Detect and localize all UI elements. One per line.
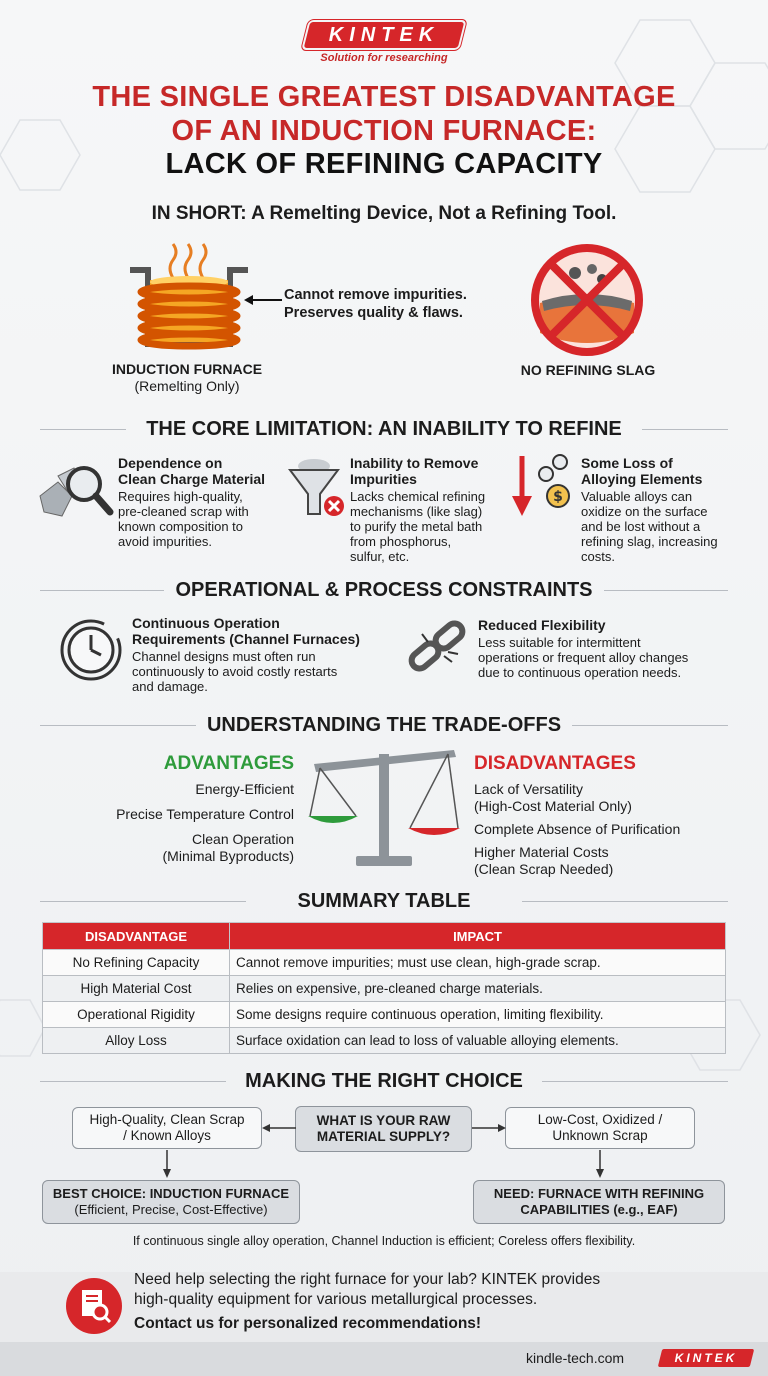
document-search-icon [64, 1276, 124, 1336]
flow-option-low-cost-scrap: Low-Cost, Oxidized / Unknown Scrap [505, 1107, 695, 1149]
table-row [43, 1002, 726, 1028]
advantages-heading: ADVANTAGES [163, 753, 294, 774]
website-link[interactable]: kindle-tech.com [526, 1350, 625, 1366]
table-cell: Alloy Loss [43, 1028, 230, 1054]
table-cell: Relies on expensive, pre-cleaned charge materials. [230, 976, 726, 1002]
title-line-3: LACK OF REFINING CAPACITY [165, 148, 603, 180]
title-line-1: THE SINGLE GREATEST DISADVANTAGE [92, 81, 676, 113]
footer-logo: KINTEK [674, 1351, 738, 1365]
table-cell: Cannot remove impurities; must use clean, high-grade scrap. [230, 950, 726, 976]
advantages-list: Energy-Efficient Precise Temperature Control Clean Operation (Minimal Byproducts) [116, 781, 294, 864]
brand-logo: KINTEK [328, 24, 440, 46]
core-item-2: Inability to Remove Impurities Lacks chemical refining mechanisms (like slag) to purify the metal bath from phosphorus, sulfur, etc. [350, 455, 486, 564]
table-row [43, 976, 726, 1002]
table-row [43, 1028, 726, 1054]
table-header-row [43, 923, 726, 950]
choice-heading: MAKING THE RIGHT CHOICE [245, 1070, 523, 1092]
in-short-subtitle: IN SHORT: A Remelting Device, Not a Refining Tool. [151, 203, 617, 224]
summary-table [42, 922, 726, 1054]
no-slag-icon [530, 243, 644, 357]
core-heading: THE CORE LIMITATION: AN INABILITY TO REFINE [146, 418, 622, 440]
core-item-3: Some Loss of Alloying Elements Valuable alloys can oxidize on the surface and be lost without a refining slag, increasing costs. [581, 455, 718, 564]
arrow-left-icon [244, 293, 284, 307]
svg-text:$: $ [553, 489, 563, 505]
induction-furnace-icon [118, 240, 260, 358]
table-row [43, 950, 726, 976]
scrap-magnifier-icon [38, 456, 114, 522]
alloy-loss-icon [512, 452, 576, 524]
summary-heading: SUMMARY TABLE [297, 890, 471, 912]
operational-item-2: Reduced Flexibility Less suitable for intermittent operations or frequent alloy changes due to continuous operation needs. [478, 617, 689, 680]
no-slag-label: NO REFINING SLAG [520, 362, 656, 378]
choice-note: If continuous single alloy operation, Channel Induction is efficient; Coreless offers flexibility. [132, 1234, 636, 1248]
furnace-caption: INDUCTION FURNACE (Remelting Only) [111, 361, 263, 394]
page-title [0, 80, 768, 148]
flow-question-box: WHAT IS YOUR RAW MATERIAL SUPPLY? [295, 1106, 472, 1152]
table-cell: No Refining Capacity [43, 950, 230, 976]
operational-item-1: Continuous Operation Requirements (Channel Furnaces) Channel designs must often run continuously to avoid costly restarts and damage. [132, 615, 360, 694]
arrow-down-icon [594, 1150, 606, 1178]
arrow-right-icon [472, 1122, 506, 1134]
table-cell: Some designs require continuous operation, limiting flexibility. [230, 1002, 726, 1028]
operational-heading: OPERATIONAL & PROCESS CONSTRAINTS [175, 579, 593, 601]
table-cell: High Material Cost [43, 976, 230, 1002]
arrow-left-icon [262, 1122, 296, 1134]
column-header: DISADVANTAGE [43, 923, 230, 950]
arrow-down-icon [161, 1150, 173, 1178]
title-line-2: OF AN INDUCTION FURNACE: [171, 115, 597, 147]
clock-icon [58, 617, 124, 683]
hero-callout: Cannot remove impurities. Preserves quality & flaws. [284, 287, 467, 321]
disadvantages-list: Lack of Versatility (High-Cost Material Only) Complete Absence of Purification Higher Material Costs (Clean Scrap Needed) [474, 781, 681, 877]
column-header: IMPACT [230, 923, 726, 950]
cta-text: Need help selecting the right furnace for your lab? KINTEK provides high-quality equipment for various metallurgical processes. Contact us for personalized recommendations! [134, 1271, 601, 1332]
table-cell: Operational Rigidity [43, 1002, 230, 1028]
best-choice-box: BEST CHOICE: INDUCTION FURNACE (Efficient, Precise, Cost-Effective) [42, 1180, 300, 1224]
footer-bar [0, 1342, 768, 1376]
balance-scale-icon [308, 748, 460, 872]
broken-chain-icon [404, 618, 470, 680]
table-cell: Surface oxidation can lead to loss of valuable alloying elements. [230, 1028, 726, 1054]
need-refining-box: NEED: FURNACE WITH REFINING CAPABILITIES (e.g., EAF) [473, 1180, 725, 1224]
core-item-1: Dependence on Clean Charge Material Requires high-quality, pre-cleaned scrap with known composition to avoid impurities. [118, 455, 266, 549]
disadvantages-heading: DISADVANTAGES [474, 753, 636, 774]
tradeoffs-heading: UNDERSTANDING THE TRADE-OFFS [206, 714, 562, 736]
flow-option-clean-scrap: High-Quality, Clean Scrap / Known Alloys [72, 1107, 262, 1149]
brand-tagline: Solution for researching [320, 52, 448, 64]
funnel-x-icon [286, 456, 348, 520]
